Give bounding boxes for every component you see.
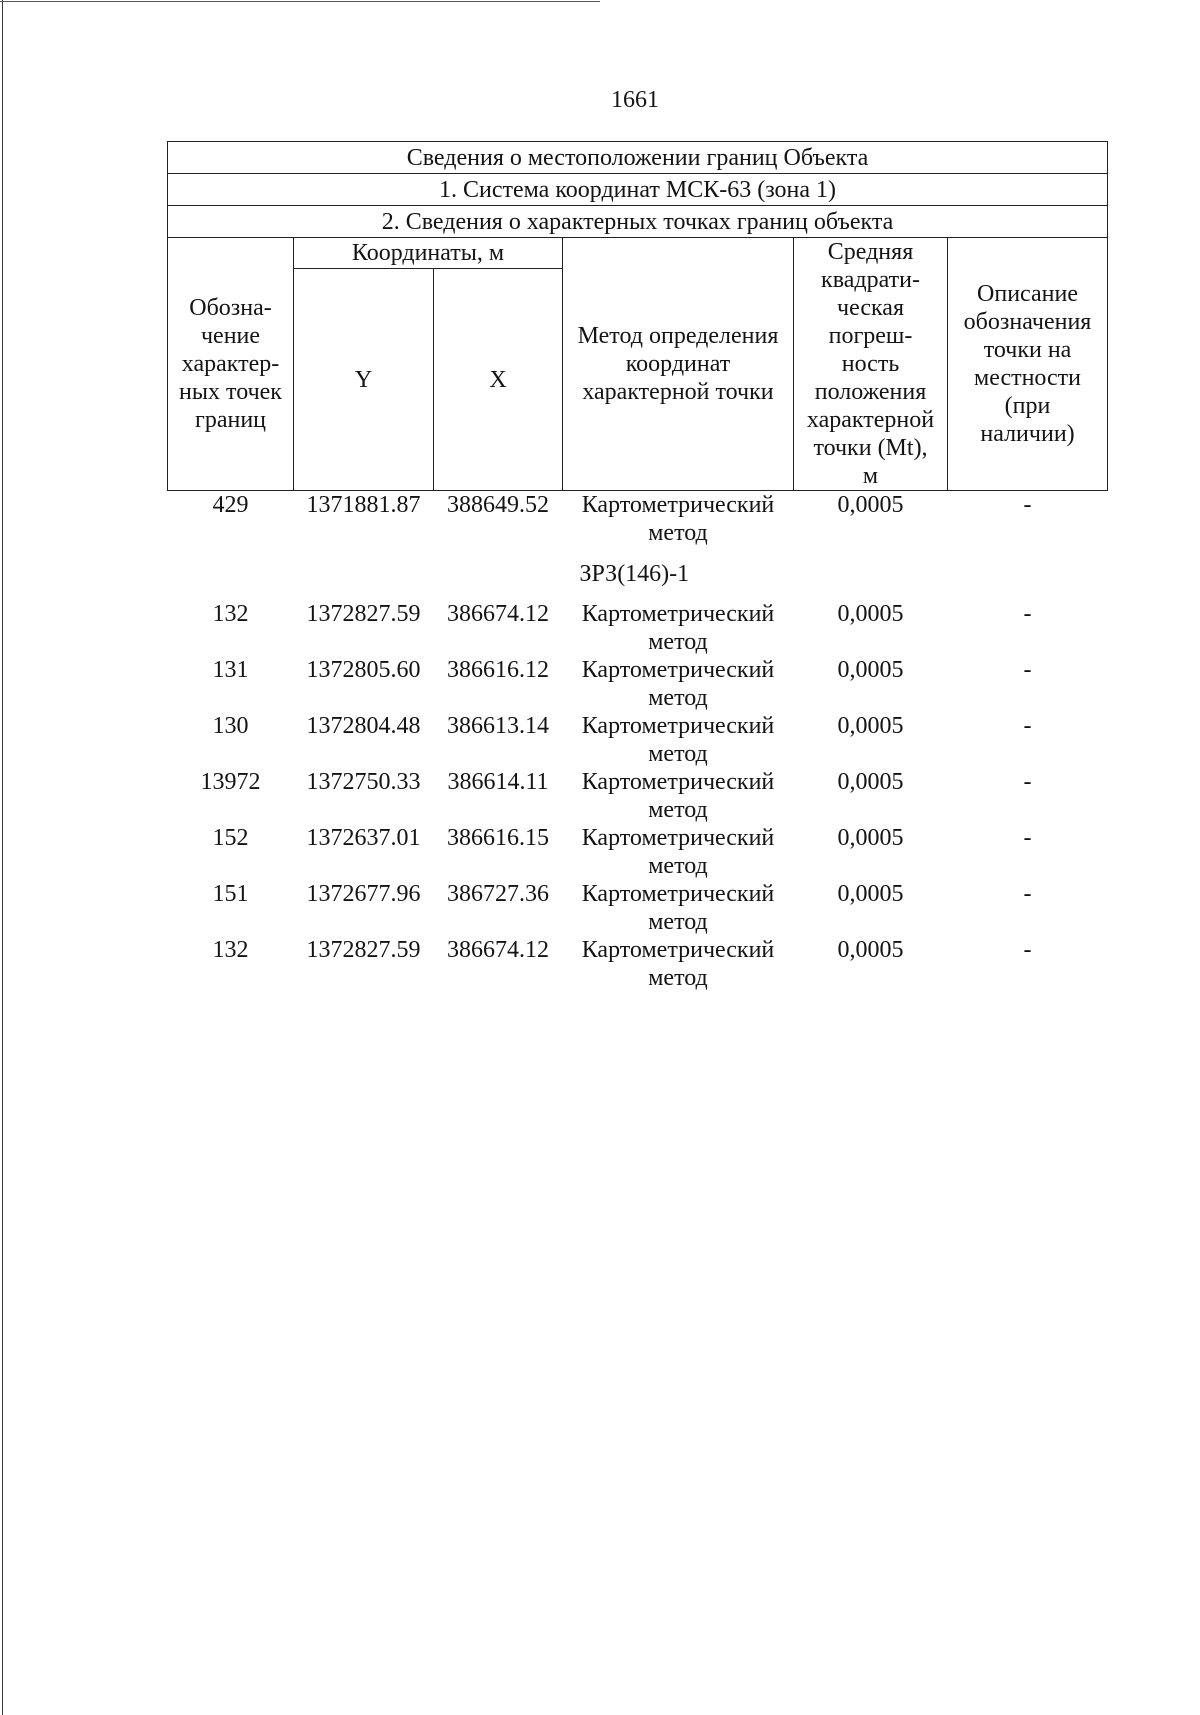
- point-id-cell: 13972: [200, 769, 261, 795]
- point-id-cell: 130: [212, 713, 249, 739]
- table-title: Сведения о местоположении границ Объекта: [168, 142, 1108, 174]
- description-cell: -: [1023, 769, 1032, 795]
- table-row: [168, 880, 1108, 936]
- accuracy-cell: 0,0005: [837, 769, 904, 795]
- empty-cell: [794, 547, 948, 600]
- boundary-points-table: [167, 141, 1108, 992]
- coordinate-system-row: [168, 174, 1108, 206]
- coord-x-cell: 386614.11: [447, 769, 549, 795]
- table-row: [168, 824, 1108, 880]
- table-row: [168, 656, 1108, 712]
- contour-label: ЗРЗ(146)-1: [579, 560, 690, 587]
- point-id-cell: 132: [212, 601, 249, 627]
- scan-edge-left: [2, 0, 3, 1715]
- method-cell: Картометрический метод: [581, 769, 775, 823]
- method-cell: Картометрический метод: [581, 492, 775, 546]
- table-row: [168, 936, 1108, 992]
- header-description: Описание обозначения точки на местности (при наличии): [948, 238, 1108, 491]
- accuracy-cell: 0,0005: [837, 601, 904, 627]
- method-cell: Картометрический метод: [581, 713, 775, 767]
- header-accuracy: Средняя квадрати- ческая погреш- ность положения характерной точки (Mt), м: [794, 238, 948, 491]
- contour-row: [168, 547, 1108, 600]
- description-cell: -: [1023, 601, 1032, 627]
- header-method: Метод определения координат характерной точки: [563, 238, 794, 491]
- empty-cell: [948, 547, 1108, 600]
- coord-x-cell: 386613.14: [447, 713, 549, 739]
- method-cell: Картометрический метод: [581, 601, 775, 655]
- coord-y-cell: 1372750.33: [306, 769, 421, 795]
- coord-y-cell: 1372827.59: [306, 937, 421, 963]
- accuracy-cell: 0,0005: [837, 825, 904, 851]
- accuracy-cell: 0,0005: [837, 492, 904, 518]
- coord-x-cell: 386674.12: [447, 601, 549, 627]
- point-id-cell: 152: [212, 825, 249, 851]
- coordinate-system: 1. Система координат МСК-63 (зона 1): [168, 174, 1108, 206]
- description-cell: -: [1023, 713, 1032, 739]
- header-coordinates: Координаты, м: [294, 238, 563, 269]
- accuracy-cell: 0,0005: [837, 881, 904, 907]
- point-id-cell: 429: [212, 492, 249, 518]
- header-y: Y: [294, 269, 434, 491]
- point-id-cell: 151: [212, 881, 249, 907]
- table-row: [168, 491, 1108, 548]
- coord-x-cell: 388649.52: [447, 492, 549, 518]
- coord-y-cell: 1372637.01: [306, 825, 421, 851]
- section-title: 2. Сведения о характерных точках границ объекта: [168, 206, 1108, 238]
- point-id-cell: 132: [212, 937, 249, 963]
- header-x: X: [434, 269, 563, 491]
- point-id-cell: 131: [212, 657, 249, 683]
- table-row: [168, 600, 1108, 656]
- coord-y-cell: 1372804.48: [306, 713, 421, 739]
- method-cell: Картометрический метод: [581, 825, 775, 879]
- description-cell: -: [1023, 492, 1032, 518]
- table-row: [168, 712, 1108, 768]
- accuracy-cell: 0,0005: [837, 937, 904, 963]
- method-cell: Картометрический метод: [581, 937, 775, 991]
- section-title-row: [168, 206, 1108, 238]
- description-cell: -: [1023, 881, 1032, 907]
- empty-cell: [294, 547, 434, 600]
- method-cell: Картометрический метод: [581, 657, 775, 711]
- coord-y-cell: 1372805.60: [306, 657, 421, 683]
- coord-y-cell: 1371881.87: [306, 492, 421, 518]
- page-number: 1661: [611, 87, 659, 113]
- coord-y-cell: 1372827.59: [306, 601, 421, 627]
- header-point: Обозна- чение характер- ных точек границ: [168, 238, 294, 491]
- accuracy-cell: 0,0005: [837, 657, 904, 683]
- coord-x-cell: 386616.15: [447, 825, 549, 851]
- empty-cell: [168, 547, 294, 600]
- coord-y-cell: 1372677.96: [306, 881, 421, 907]
- description-cell: -: [1023, 657, 1032, 683]
- scan-edge-top: [0, 1, 600, 2]
- description-cell: -: [1023, 937, 1032, 963]
- header-row-top: [168, 238, 1108, 269]
- coord-x-cell: 386727.36: [447, 881, 549, 907]
- coord-x-cell: 386674.12: [447, 937, 549, 963]
- table-row: [168, 768, 1108, 824]
- coord-x-cell: 386616.12: [447, 657, 549, 683]
- accuracy-cell: 0,0005: [837, 713, 904, 739]
- empty-cell: [434, 547, 563, 600]
- table-title-row: [168, 142, 1108, 174]
- description-cell: -: [1023, 825, 1032, 851]
- method-cell: Картометрический метод: [581, 881, 775, 935]
